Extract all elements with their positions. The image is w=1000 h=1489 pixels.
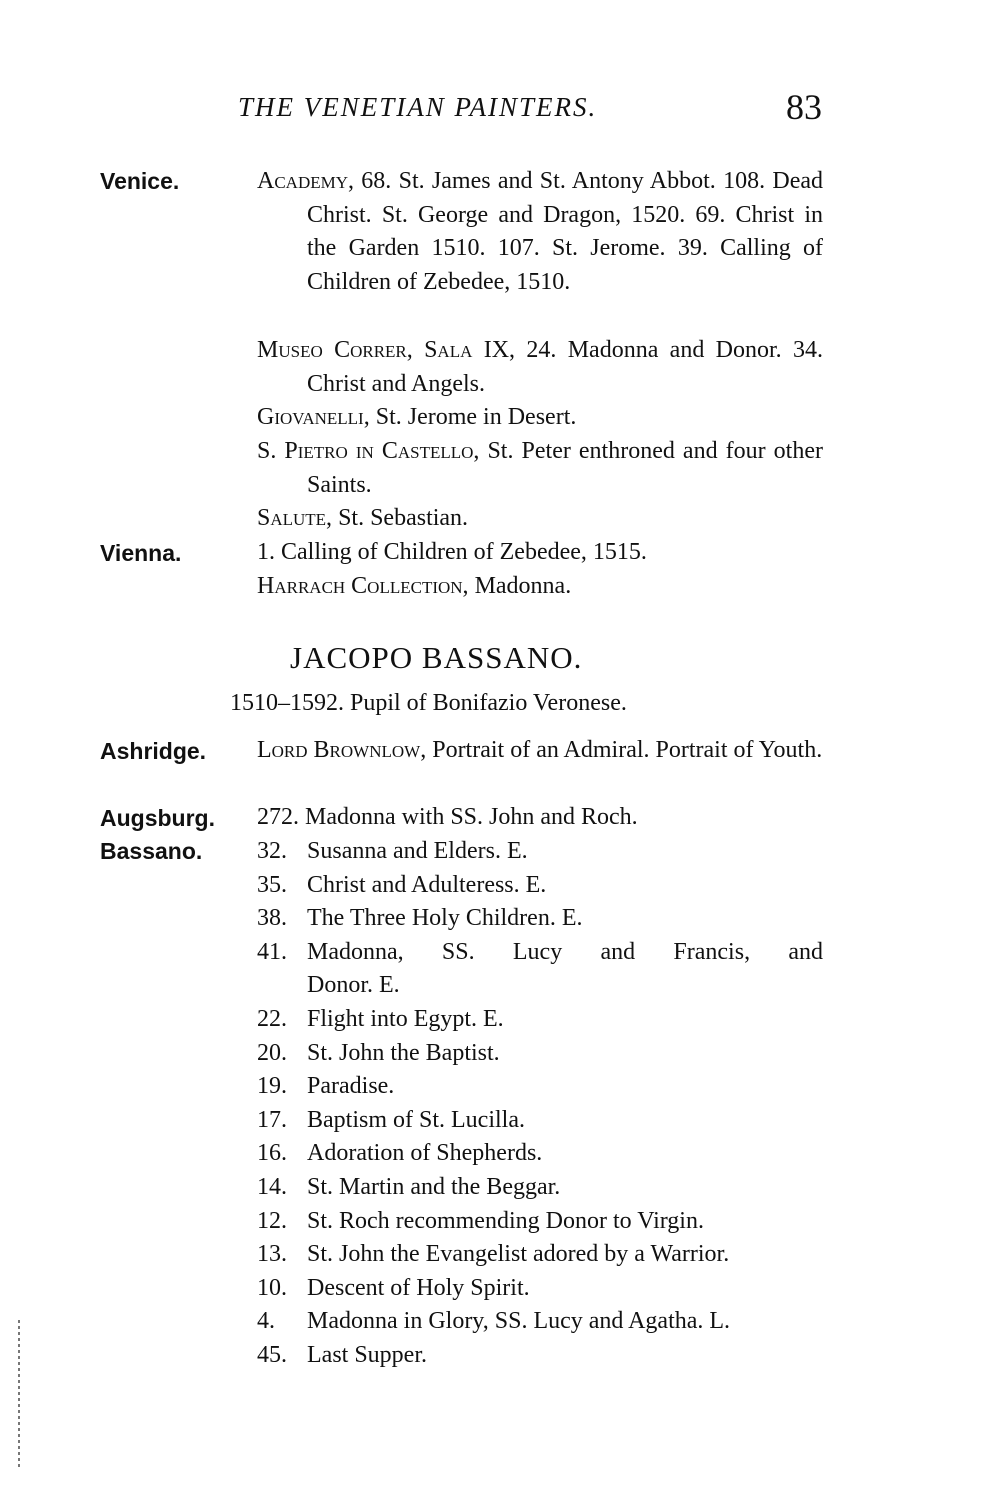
item-number: 38. bbox=[257, 905, 287, 932]
list-item bbox=[257, 1205, 823, 1239]
entry-vienna-1: 1. Calling of Children of Zebedee, 1515. bbox=[257, 539, 647, 565]
entry-text: St. Peter enthroned and four other Saints. bbox=[307, 438, 823, 498]
list-item bbox=[257, 1339, 823, 1373]
entry-text: St. Sebastian. bbox=[332, 505, 469, 531]
item-number: 41. bbox=[257, 938, 287, 965]
city-venice: Venice. bbox=[100, 168, 180, 194]
list-item bbox=[257, 1104, 823, 1138]
item-title: Madonna, SS. Lucy and Francis, and bbox=[307, 938, 823, 965]
painter-heading: JACOPO BASSANO. bbox=[290, 640, 583, 675]
item-title: Baptism of St. Lucilla. bbox=[307, 1106, 525, 1133]
collection-label: S. Pietro in Castello, bbox=[257, 438, 480, 464]
item-number: 12. bbox=[257, 1207, 287, 1234]
item-title: Paradise. bbox=[307, 1073, 395, 1100]
item-title: The Three Holy Children. E. bbox=[307, 905, 583, 932]
collection-label: Harrach Collection, bbox=[257, 573, 469, 599]
running-title: THE VENETIAN PAINTERS. bbox=[238, 92, 598, 122]
item-title: Madonna in Glory, SS. Lucy and Agatha. L. bbox=[307, 1308, 731, 1335]
collection-label: Museo Correr, Sala IX, bbox=[257, 337, 516, 363]
page-number: 83 bbox=[786, 87, 822, 127]
collection-label: Lord Brownlow, bbox=[257, 737, 427, 763]
entry-text: Portrait of an Admiral. Portrait of Youth. bbox=[426, 737, 823, 763]
item-title: Adoration of Shepherds. bbox=[307, 1140, 543, 1167]
item-number: 4. bbox=[257, 1308, 275, 1335]
list-item bbox=[257, 1137, 823, 1171]
painter-dates: 1510–1592. Pupil of Bonifazio Veronese. bbox=[230, 690, 627, 716]
item-title: Susanna and Elders. E. bbox=[307, 838, 528, 864]
item-number: 16. bbox=[257, 1140, 287, 1167]
list-item bbox=[257, 902, 823, 936]
item-title: St. Martin and the Beggar. bbox=[307, 1174, 561, 1200]
city-vienna: Vienna. bbox=[100, 540, 182, 566]
list-item bbox=[257, 1070, 823, 1104]
item-title: Christ and Adulteress. E. bbox=[307, 871, 547, 898]
entry-s-pietro bbox=[257, 435, 823, 502]
collection-label: Salute, bbox=[257, 505, 333, 531]
item-number: 17. bbox=[257, 1106, 287, 1133]
item-title: Last Supper. bbox=[307, 1342, 427, 1368]
item-number: 22. bbox=[257, 1006, 287, 1032]
list-item bbox=[257, 1238, 823, 1272]
entry-lord-brownlow bbox=[257, 734, 823, 768]
entry-harrach bbox=[257, 570, 823, 604]
page-header bbox=[0, 86, 1000, 136]
entry-salute bbox=[257, 502, 823, 536]
entry-text: St. Jerome in Desert. bbox=[369, 404, 577, 430]
entry-museo-correr bbox=[257, 334, 823, 401]
item-continuation: Donor. E. bbox=[307, 972, 400, 999]
margin-mark bbox=[18, 1320, 20, 1470]
item-number: 35. bbox=[257, 871, 287, 898]
list-item bbox=[257, 1171, 823, 1205]
list-item bbox=[257, 1272, 823, 1306]
list-item bbox=[257, 835, 823, 869]
item-number: 14. bbox=[257, 1174, 287, 1200]
city-ashridge: Ashridge. bbox=[100, 738, 207, 764]
item-title: St. Roch recommending Donor to Virgin. bbox=[307, 1207, 704, 1234]
item-title: Descent of Holy Spirit. bbox=[307, 1274, 530, 1301]
item-number: 13. bbox=[257, 1241, 287, 1268]
entry-giovanelli bbox=[257, 401, 823, 435]
city-bassano: Bassano. bbox=[100, 838, 203, 864]
city-augsburg: Augsburg. bbox=[100, 805, 215, 831]
list-item bbox=[257, 1003, 823, 1037]
entry-text: 68. St. James and St. Antony Abbot. 108. Dead Christ. St. George and Dragon, 1520. 69. Christ in the Garden 1510. 107. St. Jerome. 39. Calling of Children of Zebedee, 1510. bbox=[307, 168, 823, 295]
collection-label: Academy, bbox=[257, 168, 355, 194]
entry-academy bbox=[257, 165, 823, 299]
entry-text: Madonna. bbox=[468, 573, 572, 599]
item-number: 32. bbox=[257, 838, 287, 864]
item-number: 19. bbox=[257, 1073, 287, 1100]
item-title: Flight into Egypt. E. bbox=[307, 1006, 504, 1032]
list-item bbox=[257, 869, 823, 903]
item-title: St. John the Baptist. bbox=[307, 1039, 500, 1066]
item-title: St. John the Evangelist adored by a Warrior. bbox=[307, 1241, 730, 1268]
collection-label: Giovanelli, bbox=[257, 404, 370, 430]
item-number: 20. bbox=[257, 1039, 287, 1066]
entry-augsburg: 272. Madonna with SS. John and Roch. bbox=[257, 804, 638, 830]
list-item bbox=[257, 1305, 823, 1339]
list-item bbox=[257, 1037, 823, 1071]
item-number: 45. bbox=[257, 1342, 287, 1368]
entry-text: 24. Madonna and Donor. 34. Christ and Angels. bbox=[307, 337, 823, 397]
item-number: 10. bbox=[257, 1274, 287, 1301]
list-item bbox=[257, 936, 823, 999]
